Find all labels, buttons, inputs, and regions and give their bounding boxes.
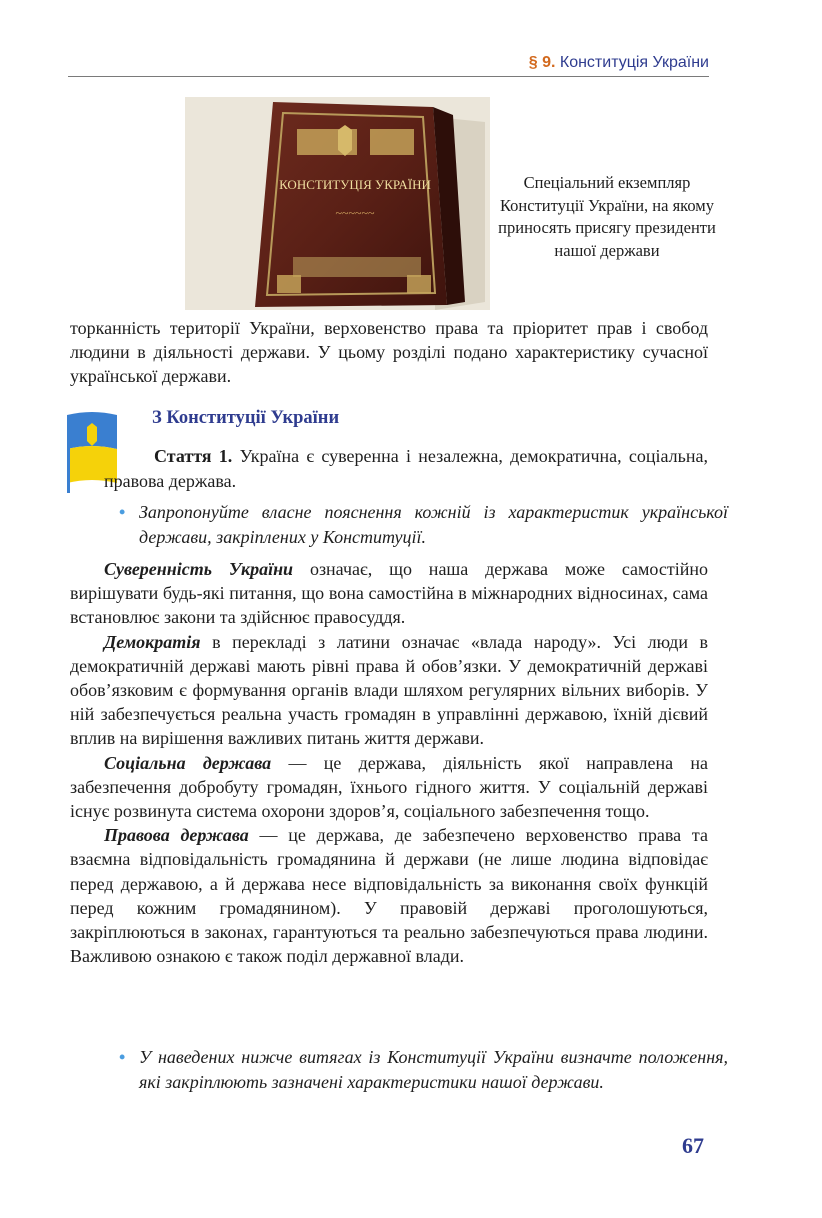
constitution-book-photo	[185, 97, 490, 310]
definitions-block	[70, 557, 708, 968]
svg-text:~~~~~~: ~~~~~~	[335, 206, 375, 220]
book-cover-title: КОНСТИТУЦІЯ УКРАЇНИ	[279, 177, 431, 192]
term-legal-state: Правова держава	[104, 825, 249, 846]
term-social-state: Соціальна держава	[104, 752, 272, 773]
term-democracy: Демократія	[104, 631, 201, 652]
book-illustration	[185, 97, 490, 310]
intro-paragraph	[70, 316, 708, 389]
page-number: 67	[682, 1133, 704, 1158]
article-text: Україна є суверенна і незалежна, демократична, соціальна, правова держава.	[104, 446, 708, 491]
section-title: Конституція України	[559, 54, 709, 71]
definition-paragraph	[70, 630, 708, 751]
intro-text: торканність території України, верховенство права та пріоритет прав і свобод людини в діяльності держави. У цьому розділі подано характеристику сучасної української держави.	[70, 318, 708, 387]
section-number: § 9.	[528, 54, 556, 71]
definition-sovereignty: означає, що наша держава може самостійно вирішувати будь-які питання, що вона самостійна в міжнародних відносинах, сама встановлює закони та здійснює правосуддя.	[70, 559, 708, 628]
article-label: Стаття 1.	[154, 446, 233, 466]
photo-caption: Спеціальний екземпляр Конституції України, на якому приносять присягу президенти нашої держави	[498, 173, 716, 260]
running-header	[68, 52, 709, 77]
bullet-icon: •	[119, 502, 126, 522]
task-text-2: У наведених нижче витягах із Конституції України визначте положення, які закріплюють зазначені характеристики нашої держави.	[139, 1047, 728, 1092]
definition-paragraph	[70, 557, 708, 630]
bullet-icon: •	[119, 1047, 126, 1067]
task-bullet-1	[119, 500, 728, 549]
definition-social-state: — це держава, діяльність якої направлена на забезпечення добробуту громадян, їхнього гідного життя. У соціальній державі існує розвинута система охорони здоров’я, соціального забезпечення тощо.	[70, 752, 708, 822]
definition-paragraph	[70, 823, 708, 968]
definition-democracy: в перекладі з латини означає «влада народу». Усі люди в демократичній державі мають рівні права й обов’язки. У демократичній державі обов’язковим є формування органів влади шляхом регулярних вільних виборів. У ній забезпечується реальна участь громадян в управлінні державою, їхній дієвий вплив на вирішення важливих питань життя держави.	[70, 631, 708, 749]
definition-legal-state: — це держава, де забезпечено верховенство права та взаємна відповідальність громадянина й держави (не лише людина відповідає перед державою, а й держава несе відповідальність за виконання своїх функцій перед кожним громадянином). У правовій державі проголошуються, закріплюються в законах, гарантуються та реально забезпечуються права людини. Важливою ознакою є також поділ державної влади.	[70, 825, 708, 967]
constitution-excerpt-title: З Конституції України	[152, 408, 340, 428]
article-1	[104, 444, 708, 493]
task-bullet-2	[119, 1045, 728, 1094]
task-text-1: Запропонуйте власне пояснення кожній із характеристик української держави, закріплених у Конституції.	[139, 502, 728, 547]
term-sovereignty: Суверенність України	[104, 559, 294, 579]
definition-paragraph	[70, 751, 708, 824]
